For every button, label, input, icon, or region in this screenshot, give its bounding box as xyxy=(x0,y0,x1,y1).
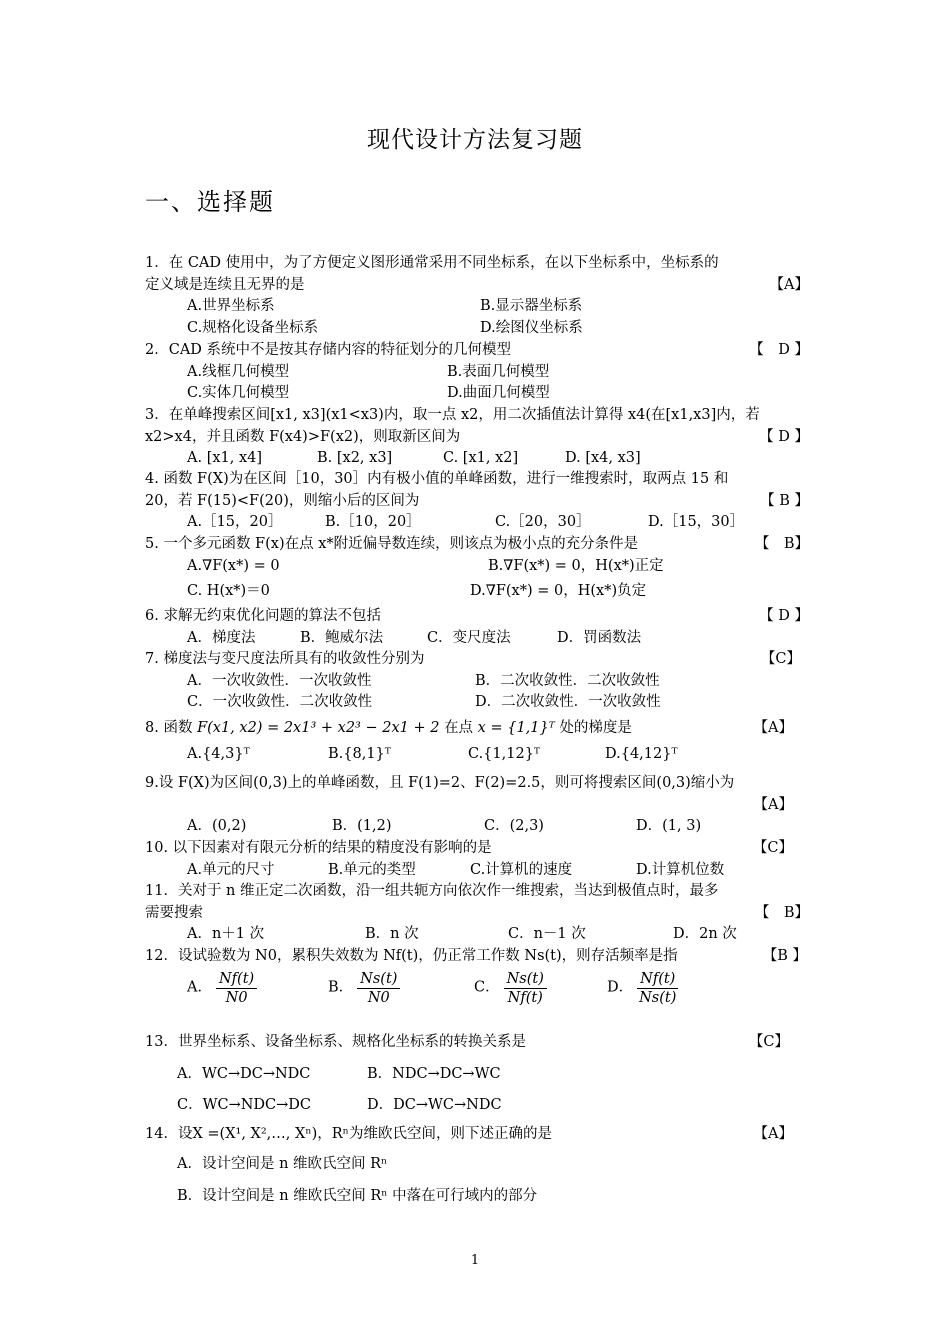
question-stem: 12．设试验数为 N0，累积失效数为 Nf(t)，仍正常工作数 Ns(t)，则存活频率是指 xyxy=(145,948,678,964)
question-stem: 14．设X =(X¹, X²,…, Xⁿ)，Rⁿ为维欧氏空间，则下述正确的是 xyxy=(145,1126,552,1142)
answer-badge: 【 B 】 xyxy=(760,492,809,509)
option-b: B．鲍威尔法 xyxy=(300,629,384,646)
option-c: C.{1,12}ᵀ xyxy=(468,746,541,762)
question-14 xyxy=(145,1124,809,1207)
option-a: A．n＋1 次 xyxy=(187,926,265,943)
option-c: C.［20，30］ xyxy=(495,514,591,531)
option-a: A.∇F(x*) = 0 xyxy=(187,557,280,574)
question-stem: 11．关对于 n 维正定二次函数，沿一组共轭方向依次作一维搜索，当达到极值点时，最多 xyxy=(145,883,719,899)
option-d: D．DC→WC→NDC xyxy=(367,1097,502,1114)
question-stem: 处的梯度是 xyxy=(559,720,632,736)
option-a: A.{4,3}ᵀ xyxy=(187,746,250,762)
option-d: D.{4,12}ᵀ xyxy=(605,746,678,762)
option-a: A．(0,2) xyxy=(187,818,247,835)
option-a: A.世界坐标系 xyxy=(187,298,275,315)
answer-badge: 【 B】 xyxy=(754,904,809,921)
option-b: B.单元的类型 xyxy=(328,861,416,878)
question-stem: 6. 求解无约束优化问题的算法不包括 xyxy=(145,608,381,624)
answer-badge: 【A】 xyxy=(753,720,793,736)
option-b: B.{8,1}ᵀ xyxy=(328,746,391,762)
fraction: $\frac{Nf(t)}{Ns(t)}$ xyxy=(639,970,677,1006)
question-8 xyxy=(145,718,809,770)
question-4 xyxy=(145,469,809,534)
option-a: A． $\frac{Nf(t)}{N0}$ xyxy=(187,970,261,1007)
option-d: D.计算机位数 xyxy=(636,861,725,878)
page-title: 现代设计方法复习题 xyxy=(367,127,583,153)
question-stem: 4. 函数 F(X)为在区间［10，30］内有极小值的单峰函数，进行一维搜索时，取两点 15 和 xyxy=(145,471,729,487)
option-a: A. [x1, x4] xyxy=(187,450,263,467)
option-d: D．2n 次 xyxy=(673,926,737,943)
option-b: B．设计空间是 n 维欧氏空间 Rⁿ 中落在可行域内的部分 xyxy=(177,1187,538,1204)
option-d: D．(1, 3) xyxy=(636,818,702,835)
option-d: D．罚函数法 xyxy=(557,629,642,646)
answer-badge: 【 B】 xyxy=(754,536,809,552)
option-c: C．n－1 次 xyxy=(508,926,586,943)
question-3 xyxy=(145,405,809,470)
option-b: B．n 次 xyxy=(365,926,419,943)
point-formula: x = {1,1}ᵀ xyxy=(477,720,555,736)
option-b: B．NDC→DC→WC xyxy=(367,1065,501,1082)
fraction: $\frac{Ns(t)}{Nf(t)}$ xyxy=(504,970,547,1007)
option-c: C.计算机的速度 xyxy=(470,861,573,878)
answer-badge: 【A】 xyxy=(753,1126,793,1142)
question-12 xyxy=(145,946,809,1024)
fraction: $\frac{Ns(t)}{N0}$ xyxy=(357,970,400,1007)
question-11 xyxy=(145,881,809,946)
option-c: C.规格化设备坐标系 xyxy=(187,319,319,336)
question-stem: 需要搜索 xyxy=(145,904,203,921)
question-9 xyxy=(145,773,809,838)
option-d: D. [x4, x3] xyxy=(565,450,641,467)
question-stem: 8. 函数 xyxy=(145,720,193,736)
question-stem: 20，若 F(15)<F(20)，则缩小后的区间为 xyxy=(145,492,420,509)
option-c: C．变尺度法 xyxy=(427,629,511,646)
question-stem: 在点 xyxy=(444,720,474,736)
option-c: C.实体几何模型 xyxy=(187,385,290,402)
option-a: A.［15，20］ xyxy=(187,514,283,531)
option-a: A．WC→DC→NDC xyxy=(177,1065,311,1082)
option-a: A.单元的尺寸 xyxy=(187,861,275,878)
section-heading: 一、选择题 xyxy=(145,188,275,216)
question-7 xyxy=(145,649,809,714)
option-c: C. [x1, x2] xyxy=(443,450,519,467)
question-stem: 10. 以下因素对有限元分析的结果的精度没有影响的是 xyxy=(145,840,492,856)
question-stem: 2．CAD 系统中不是按其存储内容的特征划分的几何模型 xyxy=(145,342,512,358)
option-c: C．(2,3) xyxy=(484,818,544,835)
option-d: D.［15，30］ xyxy=(648,514,745,531)
question-stem: 定义域是连续且无界的是 xyxy=(145,276,305,293)
option-d: D.∇F(x*) = 0，H(x*)负定 xyxy=(470,582,647,599)
option-c: C. H(x*)＝0 xyxy=(187,582,270,599)
option-d: D.绘图仪坐标系 xyxy=(480,319,583,336)
question-stem: x2>x4，并且函数 F(x4)>F(x2)，则取新区间为 xyxy=(145,428,461,445)
option-b: B．(1,2) xyxy=(332,818,392,835)
answer-badge: 【C】 xyxy=(752,840,793,856)
option-c: C．WC→NDC→DC xyxy=(177,1097,312,1114)
option-a: A．梯度法 xyxy=(187,629,256,646)
option-a: A．设计空间是 n 维欧氏空间 Rⁿ xyxy=(177,1156,388,1172)
answer-badge: 【 D 】 xyxy=(749,342,809,358)
answer-badge: 【C】 xyxy=(760,651,801,667)
option-a: A．一次收敛性．一次收敛性 xyxy=(187,672,372,689)
question-6 xyxy=(145,606,809,649)
option-b: B. [x2, x3] xyxy=(317,450,393,467)
option-a: A.线框几何模型 xyxy=(187,363,290,380)
fraction: $\frac{Nf(t)}{N0}$ xyxy=(216,970,257,1007)
option-b: B.表面几何模型 xyxy=(447,363,550,380)
option-c: C．一次收敛性．二次收敛性 xyxy=(187,694,373,711)
answer-badge: 【B 】 xyxy=(762,948,807,964)
question-2 xyxy=(145,340,809,405)
question-stem: 9.设 F(X)为区间(0,3)上的单峰函数，且 F(1)=2、F(2)=2.5，则可将搜索区间(0,3)缩小为 xyxy=(145,775,735,791)
option-d: D． $\frac{Nf(t)}{Ns(t)}$ xyxy=(607,970,677,1006)
question-stem: 1．在 CAD 使用中，为了方便定义图形通常采用不同坐标系，在以下坐标系中，坐标系的 xyxy=(145,255,719,271)
question-stem: 3．在单峰搜索区间[x1, x3](x1<x3)内，取一点 x2，用二次插值法计算得 x4(在[x1,x3]内，若 xyxy=(145,407,760,423)
option-b: B.∇F(x*) = 0，H(x*)正定 xyxy=(488,557,664,574)
option-d: D．二次收敛性．一次收敛性 xyxy=(475,694,661,711)
question-stem: 7. 梯度法与变尺度法所具有的收敛性分别为 xyxy=(145,651,425,667)
answer-badge: 【C】 xyxy=(748,1034,789,1050)
answer-badge: 【A】 xyxy=(753,796,793,813)
option-c: C． $\frac{Ns(t)}{Nf(t)}$ xyxy=(474,970,551,1007)
option-b: B． $\frac{Ns(t)}{N0}$ xyxy=(328,970,404,1007)
question-1 xyxy=(145,253,809,339)
question-stem: 13．世界坐标系、设备坐标系、规格化坐标系的转换关系是 xyxy=(145,1034,526,1050)
answer-badge: 【 D 】 xyxy=(759,428,809,445)
option-b: B.显示器坐标系 xyxy=(480,298,583,315)
option-b: B．二次收敛性．二次收敛性 xyxy=(475,672,660,689)
page-number: 1 xyxy=(470,1253,480,1268)
option-b: B.［10，20］ xyxy=(325,514,421,531)
question-5 xyxy=(145,534,809,606)
question-10 xyxy=(145,838,809,881)
option-d: D.曲面几何模型 xyxy=(447,385,550,402)
question-stem: 5. 一个多元函数 F(x)在点 x*附近偏导数连续，则该点为极小点的充分条件是 xyxy=(145,536,639,552)
answer-badge: 【A】 xyxy=(769,276,809,293)
gradient-function-formula: F(x1, x2) = 2x1³ + x2³ − 2x1 + 2 xyxy=(197,720,440,736)
answer-badge: 【 D 】 xyxy=(759,608,809,624)
question-13 xyxy=(145,1032,809,1117)
